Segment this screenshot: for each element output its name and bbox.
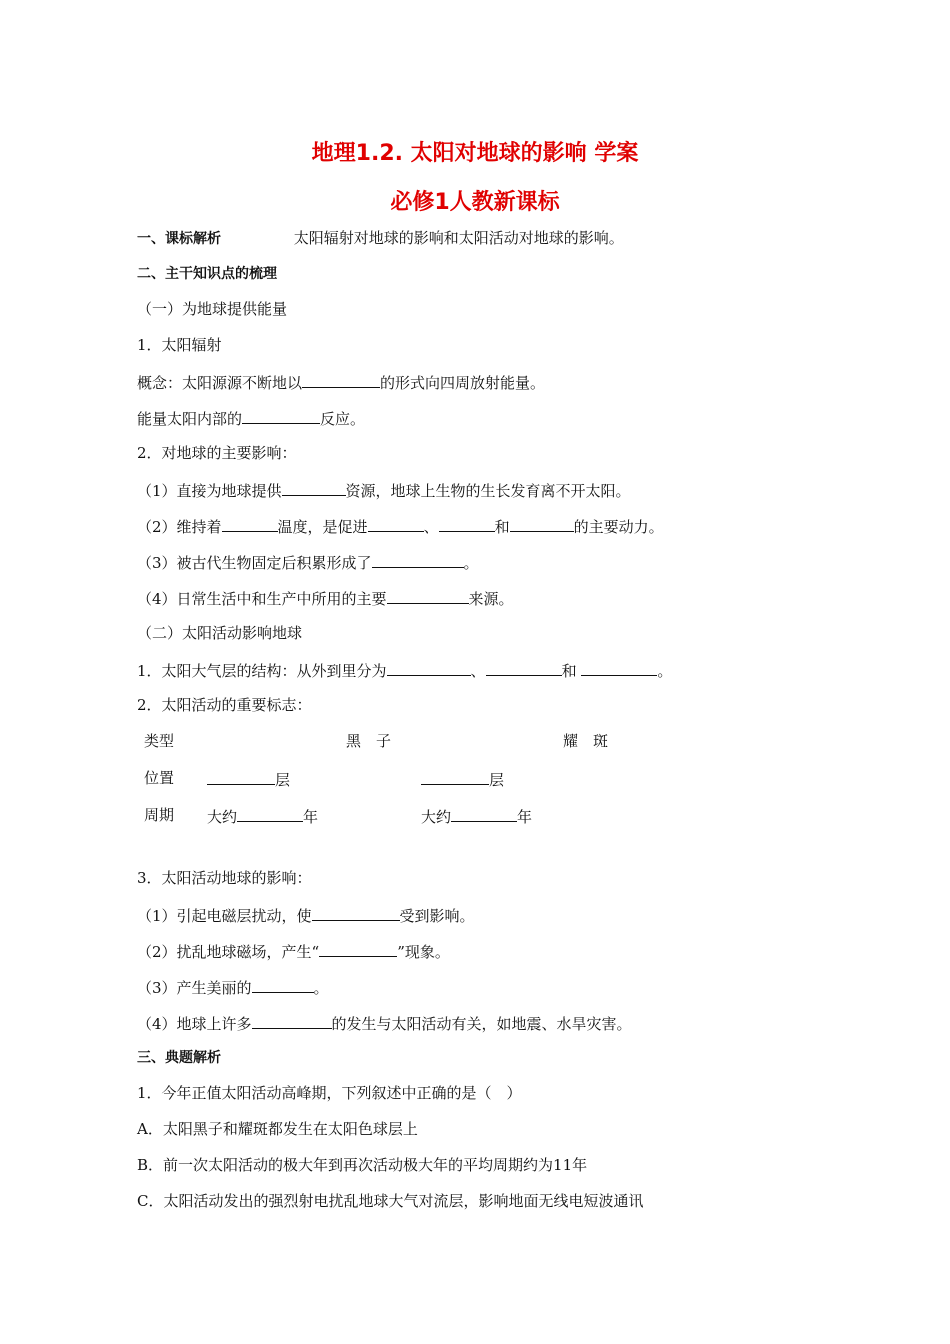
text: 层	[275, 771, 291, 789]
table-header-sunspot: 黑 子	[346, 732, 392, 750]
text: 资源，地球上生物的生长发育离不开太阳。	[345, 482, 631, 500]
text: 层	[489, 771, 505, 789]
flare-period	[421, 805, 532, 827]
text: 年	[303, 808, 319, 826]
fill-blank[interactable]	[439, 515, 495, 532]
fill-blank[interactable]	[319, 940, 397, 957]
table-header-flare: 耀 斑	[563, 732, 609, 750]
fill-blank[interactable]	[451, 805, 517, 822]
sunspot-position	[207, 768, 290, 790]
option-a: A．太阳黑子和耀斑都发生在太阳色球层上	[137, 1120, 418, 1138]
fill-blank[interactable]	[421, 768, 489, 785]
text: 年	[517, 808, 533, 826]
section-text: 太阳辐射对地球的影响和太阳活动对地球的影响。	[293, 229, 624, 247]
text: 和	[561, 662, 577, 680]
text: （2）维持着	[137, 518, 222, 536]
sunspot-period	[207, 805, 318, 827]
section-heading: 三、典题解析	[137, 1050, 221, 1066]
fill-blank[interactable]	[387, 659, 471, 676]
item-heading: 3．太阳活动地球的影响：	[137, 869, 312, 887]
text: （4）日常生活中和生产中所用的主要	[137, 590, 387, 608]
text: （1）直接为地球提供	[137, 482, 282, 500]
table-row-label-period: 周期	[144, 806, 175, 824]
option-c: C．太阳活动发出的强烈射电扰乱地球大气对流层，影响地面无线电短波通讯	[137, 1192, 644, 1210]
text: 来源。	[468, 590, 514, 608]
fill-blank[interactable]	[312, 904, 400, 921]
text: 大约	[207, 808, 238, 826]
fill-blank[interactable]	[581, 659, 657, 676]
impact-4	[137, 1012, 632, 1034]
fill-blank[interactable]	[282, 479, 346, 496]
fill-blank[interactable]	[486, 659, 562, 676]
concept-line	[137, 371, 545, 393]
energy-line	[137, 407, 365, 429]
effect-3	[137, 551, 479, 573]
effect-4	[137, 587, 514, 609]
option-b: B．前一次太阳活动的极大年到再次活动极大年的平均周期约为11年	[137, 1156, 588, 1174]
subsection-heading: （一）为地球提供能量	[137, 300, 288, 318]
text: 大约	[421, 808, 452, 826]
item-heading: 2．对地球的主要影响：	[137, 444, 297, 462]
document-subtitle: 必修1人教新课标	[390, 190, 560, 215]
fill-blank[interactable]	[368, 515, 424, 532]
atmosphere-line	[137, 659, 672, 681]
table-header-type: 类型	[144, 732, 175, 750]
text: ”现象。	[397, 943, 450, 961]
fill-blank[interactable]	[387, 587, 469, 604]
text: 反应。	[320, 410, 366, 428]
text: （4）地球上许多	[137, 1015, 252, 1033]
text: 和	[494, 518, 510, 536]
text: （1）引起电磁层扰动，使	[137, 907, 312, 925]
text: （3）被古代生物固定后积累形成了	[137, 554, 372, 572]
section-heading: 一、课标解析	[137, 231, 221, 247]
text: 、	[470, 662, 486, 680]
item-heading: 1．太阳辐射	[137, 336, 222, 354]
text: 。	[657, 662, 673, 680]
text: 。	[313, 979, 329, 997]
flare-position	[421, 768, 504, 790]
text: 温度，是促进	[277, 518, 368, 536]
text: （3）产生美丽的	[137, 979, 252, 997]
impact-2	[137, 940, 450, 962]
document-title: 地理1.2. 太阳对地球的影响 学案	[311, 141, 639, 166]
fill-blank[interactable]	[222, 515, 278, 532]
text: 1．太阳大气层的结构：从外到里分为	[137, 662, 387, 680]
text: 能量太阳内部的	[137, 410, 243, 428]
fill-blank[interactable]	[237, 805, 303, 822]
text: （2）扰乱地球磁场，产生“	[137, 943, 320, 961]
text: 概念：太阳源源不断地以	[137, 374, 303, 392]
fill-blank[interactable]	[252, 976, 314, 993]
section-heading: 二、主干知识点的梳理	[137, 266, 277, 282]
section-1	[137, 228, 624, 249]
effect-1	[137, 479, 631, 501]
question-1: 1．今年正值太阳活动高峰期，下列叙述中正确的是（ ）	[137, 1084, 522, 1102]
effect-2	[137, 515, 664, 537]
text: 受到影响。	[399, 907, 475, 925]
fill-blank[interactable]	[510, 515, 574, 532]
item-heading: 2．太阳活动的重要标志：	[137, 696, 312, 714]
fill-blank[interactable]	[252, 1012, 332, 1029]
fill-blank[interactable]	[302, 371, 380, 388]
text: 、	[423, 518, 439, 536]
fill-blank[interactable]	[242, 407, 320, 424]
subsection-heading: （二）太阳活动影响地球	[137, 624, 303, 642]
table-row-label-position: 位置	[144, 769, 175, 787]
impact-3	[137, 976, 329, 998]
text: 的发生与太阳活动有关，如地震、水旱灾害。	[331, 1015, 632, 1033]
text: 。	[463, 554, 479, 572]
fill-blank[interactable]	[207, 768, 275, 785]
fill-blank[interactable]	[372, 551, 464, 568]
impact-1	[137, 904, 475, 926]
text: 的主要动力。	[573, 518, 664, 536]
text: 的形式向四周放射能量。	[380, 374, 546, 392]
